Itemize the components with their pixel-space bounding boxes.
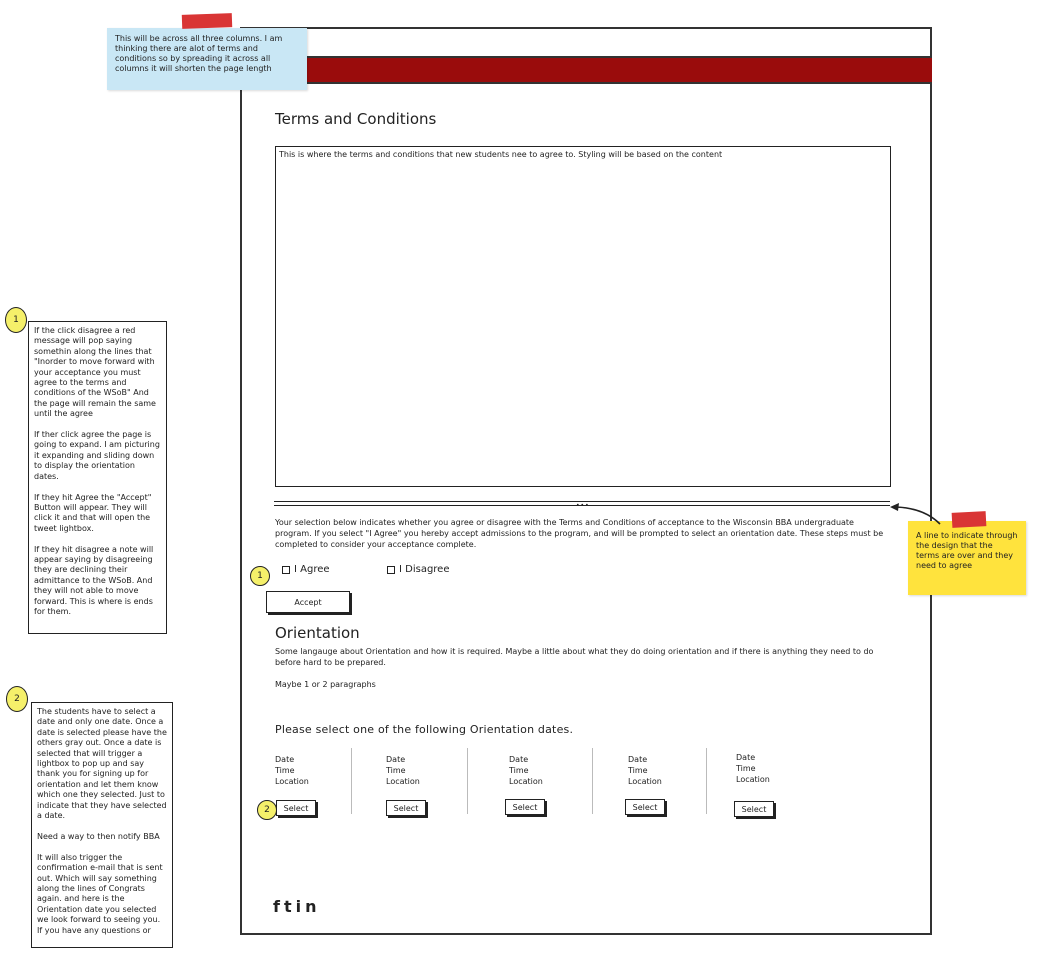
date-label: Date [386, 755, 406, 764]
location-label: Location [386, 777, 420, 786]
marker-1-inline: 1 [250, 566, 270, 586]
tape-right [952, 511, 987, 528]
date-option [275, 754, 309, 787]
location-label: Location [736, 775, 770, 784]
time-label: Time [628, 766, 648, 775]
disagree-label: I Disagree [399, 564, 450, 575]
date-label: Date [736, 753, 756, 762]
marker-1: 1 [5, 307, 27, 333]
date-separator [467, 748, 468, 814]
terms-title: Terms and Conditions [275, 110, 437, 128]
agree-label: I Agree [294, 564, 330, 575]
annotation-1: If the click disagree a red message will pop saying somethin along the lines that "Inorder to move forward with your acceptance you must agree to the terms and conditions of the WSoB" And the page will remain the same until the agree If ther click agree the page is going to expand. I am picturing it expanding and sliding down to display the orientation dates. If they hit Agree the "Accept" Button will appear. They will click it and that will open the tweet lightbox. If they hit disagree a note will appear saying by disagreeing they are declining their admittance to the WSoB. And they will not able to move forward. This is where is ends for them. [28, 321, 167, 634]
select-date-button[interactable]: Select [625, 799, 665, 815]
social-links [273, 897, 321, 916]
accept-button[interactable]: Accept [266, 591, 350, 613]
dates-heading: Please select one of the following Orientation dates. [275, 723, 574, 736]
select-date-button[interactable]: Select [734, 801, 774, 817]
location-label: Location [628, 777, 662, 786]
disagree-option[interactable] [387, 564, 450, 575]
date-option [509, 754, 543, 787]
location-label: Location [509, 777, 543, 786]
tape-top [182, 13, 232, 29]
date-separator [592, 748, 593, 814]
orientation-description: Some langauge about Orientation and how it is required. Maybe a little about what they do doing orientation and if there is anything they need to do before hard to be prepared. [275, 647, 874, 667]
linkedin-icon[interactable]: in [295, 897, 321, 916]
orientation-note: Maybe 1 or 2 paragraphs [275, 680, 376, 689]
time-label: Time [386, 766, 406, 775]
select-date-button[interactable]: Select [386, 800, 426, 816]
orientation-title: Orientation [275, 624, 360, 642]
marker-2: 2 [6, 686, 28, 712]
date-label: Date [628, 755, 648, 764]
sticky-note-right: A line to indicate through the design that the terms are over and they need to agree [908, 521, 1026, 595]
date-option [736, 752, 770, 785]
twitter-icon[interactable]: t [283, 897, 296, 916]
select-date-button[interactable]: Select [276, 800, 316, 816]
select-date-button[interactable]: Select [505, 799, 545, 815]
location-label: Location [275, 777, 309, 786]
resize-grip-icon[interactable]: ••• [576, 502, 590, 509]
arrow-icon [884, 500, 944, 530]
date-separator [351, 748, 352, 814]
time-label: Time [736, 764, 756, 773]
terms-textarea[interactable]: This is where the terms and conditions that new students nee to agree to. Styling will be based on the content [275, 146, 891, 487]
sticky-note-top: This will be across all three columns. I am thinking there are alot of terms and conditions so by spreading it across all columns it will shorten the page length [107, 28, 307, 90]
selection-description: Your selection below indicates whether you agree or disagree with the Terms and Conditions of acceptance to the Wisconsin BBA undergraduate program. If you select "I Agree" you hereby accept admissions to the program, and will be prompted to select an orientation date. These steps must be completed to consider your acceptance complete. [275, 518, 884, 549]
date-option [386, 754, 420, 787]
date-label: Date [509, 755, 529, 764]
time-label: Time [509, 766, 529, 775]
annotation-2: The students have to select a date and only one date. Once a date is selected please have the others gray out. Once a date is selected that will trigger a lightbox to pop up and say thank you for signing up for orientation and let them know which one they selected. Just to indicate that they have selected a date. Need a way to then notify BBA It will also trigger the confirmation e-mail that is sent out. Which will say something along the lines of Congrats again. and here is the Orientation date you selected we look forward to seeing you. If you have any questions or [31, 702, 173, 948]
agree-option[interactable] [282, 564, 330, 575]
disagree-checkbox[interactable] [387, 566, 395, 574]
date-separator [706, 748, 707, 814]
facebook-icon[interactable]: f [273, 897, 284, 916]
header-bar [242, 56, 932, 84]
marker-2-inline: 2 [257, 800, 277, 820]
date-option [628, 754, 662, 787]
date-label: Date [275, 755, 295, 764]
agree-checkbox[interactable] [282, 566, 290, 574]
time-label: Time [275, 766, 295, 775]
